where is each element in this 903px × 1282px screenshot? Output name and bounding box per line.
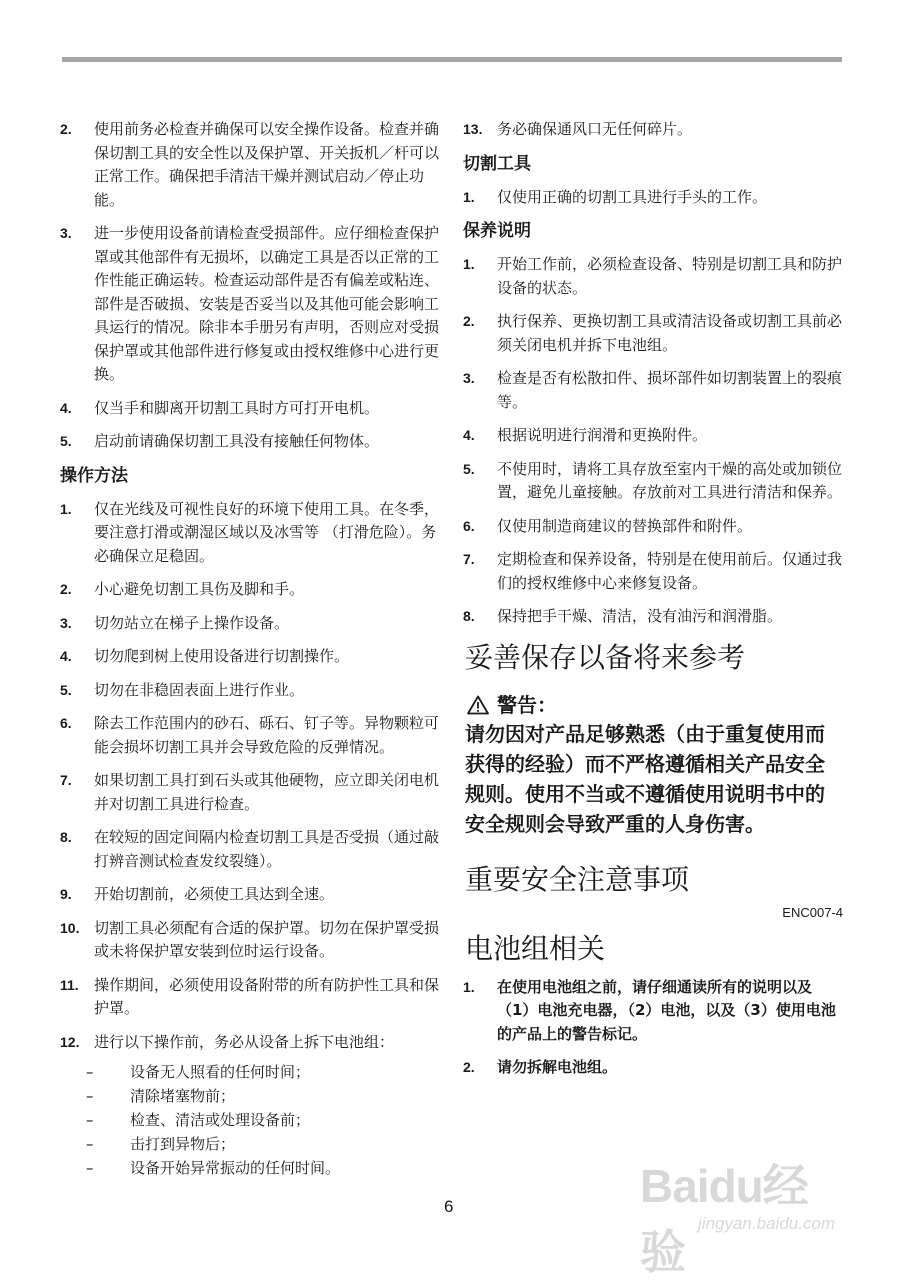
item-number: 8. — [60, 829, 72, 845]
operation-heading: 操作方法 — [60, 465, 128, 486]
item-text: 进一步使用设备前请检查受损部件。应仔细检查保护罩或其他部件有无损坏，以确定工具是否以正常的工作性能正确运转。检查运动部件是否有偏差或粘连、部件是否破损、安装是否妥当以及其他可能会影响工具运行的情况。除非本手册另有声明，否则应对受损保护罩或其他部件进行修复或由授权维修中心进行更换。 — [94, 224, 440, 383]
dash-list-item — [60, 1084, 445, 1108]
item-text: 启动前请确保切割工具没有接触任何物体。 — [94, 432, 380, 450]
dash-item-text: 击打到异物后； — [130, 1135, 236, 1153]
list-item — [463, 605, 843, 629]
watermark — [640, 1150, 850, 1278]
maintenance-heading: 保养说明 — [463, 221, 531, 241]
watermark-url: jingyan.baidu.com — [698, 1214, 836, 1233]
item-number: 2. — [463, 1059, 475, 1075]
dash-item-text: 设备无人照看的任何时间； — [130, 1063, 311, 1081]
dash-list-item — [60, 1060, 445, 1084]
item-number: 4. — [463, 427, 475, 443]
list-item — [60, 645, 445, 669]
list-item — [60, 430, 445, 454]
list-item — [60, 222, 445, 387]
dash-mark: – — [86, 1111, 94, 1129]
list-item — [463, 458, 843, 505]
item-text: 检查是否有松散扣件、损坏部件如切割装置上的裂痕等。 — [497, 369, 843, 411]
list-item — [60, 826, 445, 873]
item-text: 根据说明进行润滑和更换附件。 — [497, 426, 708, 444]
item-number: 3. — [463, 370, 475, 386]
item-text: 在较短的固定间隔内检查切割工具是否受损（通过敲打辨音测试检查发纹裂缝）。 — [94, 828, 440, 870]
item-number: 2. — [60, 121, 72, 137]
maintenance-list — [463, 253, 843, 629]
item-number: 1. — [463, 188, 475, 205]
item-number: 1. — [463, 978, 475, 995]
warning-triangle-icon — [467, 695, 489, 715]
list-item — [60, 679, 445, 703]
cutting-tool-heading: 切割工具 — [463, 153, 531, 174]
cutting-tool-list — [463, 186, 843, 210]
item-number: 3. — [60, 614, 72, 631]
list-item — [60, 578, 445, 602]
dash-mark: – — [86, 1135, 94, 1153]
list-item — [463, 1056, 843, 1080]
battery-list — [463, 976, 843, 1080]
item-text: 请勿拆解电池组。 — [497, 1058, 618, 1076]
dash-list-item — [60, 1132, 445, 1156]
battery-heading: 电池组相关 — [465, 931, 606, 965]
save-instructions-heading: 妥善保存以备将来参考 — [465, 640, 746, 674]
item-text: 执行保养、更换切割工具或清洁设备或切割工具前必须关闭电机并拆下电池组。 — [497, 312, 843, 354]
item-number: 7. — [463, 551, 475, 567]
item-number: 8. — [463, 608, 475, 624]
list-item — [60, 883, 445, 907]
item-number: 3. — [60, 225, 72, 241]
item-text: 小心避免切割工具伤及脚和手。 — [94, 580, 305, 598]
warning-text: 请勿因对产品足够熟悉（由于重复使用而获得的经验）而不严格遵循相关产品安全规则。使用不当或不遵循使用说明书中的安全规则会导致严重的人身伤害。 — [465, 721, 825, 836]
item-number: 5. — [60, 433, 72, 449]
item-number: 13. — [463, 121, 483, 137]
warning-title — [467, 693, 843, 717]
page-number: 6 — [444, 1197, 454, 1216]
item-text: 切割工具必须配有合适的保护罩。切勿在保护罩受损或未将保护罩安装到位时运行设备。 — [94, 918, 440, 960]
item-text: 不使用时，请将工具存放至室内干燥的高处或加锁位置，避免儿童接触。存放前对工具进行清洁和保养。 — [497, 459, 843, 501]
item-text: 切勿在非稳固表面上进行作业。 — [94, 680, 305, 699]
item-text: 进行以下操作前，务必从设备上拆下电池组： — [94, 1032, 395, 1051]
item-text: 切勿站立在梯子上操作设备。 — [94, 613, 290, 632]
important-safety-heading: 重要安全注意事项 — [465, 862, 690, 896]
left-column — [60, 118, 445, 1180]
list-item — [463, 310, 843, 357]
list-item — [60, 769, 445, 816]
dash-item-text: 清除堵塞物前； — [130, 1087, 236, 1105]
list-item — [463, 367, 843, 414]
list-item — [60, 498, 445, 569]
item-number: 7. — [60, 772, 72, 788]
item-number: 10. — [60, 919, 80, 936]
list-item — [60, 397, 445, 421]
item-text: 如果切割工具打到石头或其他硬物，应立即关闭电机并对切割工具进行检查。 — [94, 771, 440, 813]
item-number: 6. — [463, 517, 475, 534]
operation-list — [60, 498, 445, 1055]
dash-list-item — [60, 1108, 445, 1132]
item-number: 1. — [463, 256, 475, 272]
item-text: 切勿爬到树上使用设备进行切割操作。 — [94, 647, 350, 665]
list-item — [60, 118, 445, 212]
item-text: 仅使用制造商建议的替换部件和附件。 — [497, 516, 753, 535]
list-item — [463, 186, 843, 210]
right-column — [463, 118, 843, 1090]
item-number: 2. — [463, 313, 475, 329]
item-number: 11. — [60, 976, 79, 993]
item-text: 保持把手干燥、清洁，没有油污和润滑脂。 — [497, 607, 783, 625]
list-item — [463, 118, 843, 142]
top-rule — [62, 57, 842, 62]
watermark-brand: Baidu经验 — [640, 1160, 808, 1278]
item-text: 仅在光线及可视性良好的环境下使用工具。在冬季，要注意打滑或潮湿区域以及冰雪等 （打滑危险）。务必确保立足稳固。 — [94, 499, 440, 565]
removal-conditions-list — [60, 1060, 445, 1180]
item-text: 开始切割前，必须使工具达到全速。 — [94, 885, 335, 903]
item-text: 在使用电池组之前，请仔细通读所有的说明以及（1）电池充电器，（2）电池，以及（3）使用电池的产品上的警告标记。 — [497, 977, 836, 1043]
item-number: 4. — [60, 399, 72, 416]
list-item — [60, 1031, 445, 1055]
safety-list — [60, 118, 445, 454]
item-text: 仅当手和脚离开切割工具时方可打开电机。 — [94, 398, 380, 417]
item-number: 1. — [60, 500, 72, 517]
item-text: 使用前务必检查并确保可以安全操作设备。检查并确保切割工具的安全性以及保护罩、开关扳机／杆可以正常工作。确保把手清洁干燥并测试启动／停止功能。 — [94, 120, 440, 209]
item-number: 4. — [60, 648, 72, 664]
list-item — [463, 253, 843, 300]
list-item — [463, 976, 843, 1047]
item-text: 定期检查和保养设备，特别是在使用前后。仅通过我们的授权维修中心来修复设备。 — [497, 550, 843, 592]
item-text: 除去工作范围内的砂石、砾石、钉子等。异物颗粒可能会损坏切割工具并会导致危险的反弹情况。 — [94, 714, 440, 756]
item-number: 9. — [60, 886, 72, 902]
warning-title-text: 警告： — [497, 692, 557, 717]
item-number: 5. — [60, 681, 72, 698]
list-item — [463, 548, 843, 595]
item-text: 操作期间，必须使用设备附带的所有防护性工具和保护罩。 — [94, 975, 440, 1017]
item-number: 6. — [60, 715, 72, 731]
document-code: ENC007-4 — [782, 904, 843, 920]
dash-mark: – — [86, 1087, 94, 1105]
list-item — [60, 712, 445, 759]
item-number: 2. — [60, 581, 72, 597]
list-item — [60, 917, 445, 964]
list-item — [463, 424, 843, 448]
item-number: 12. — [60, 1033, 80, 1050]
list-item — [60, 974, 445, 1021]
dash-item-text: 检查、清洁或处理设备前； — [130, 1111, 311, 1129]
dash-mark: – — [86, 1063, 94, 1081]
item-text: 仅使用正确的切割工具进行手头的工作。 — [497, 187, 768, 206]
dash-mark: – — [86, 1159, 94, 1177]
list-item — [60, 612, 445, 636]
dash-item-text: 设备开始异常振动的任何时间。 — [130, 1159, 341, 1177]
item-text: 务必确保通风口无任何碎片。 — [497, 120, 693, 138]
item-number: 5. — [463, 460, 475, 477]
item-text: 开始工作前，必须检查设备、特别是切割工具和防护设备的状态。 — [497, 255, 843, 297]
dash-list-item — [60, 1156, 445, 1180]
list-item — [463, 515, 843, 539]
